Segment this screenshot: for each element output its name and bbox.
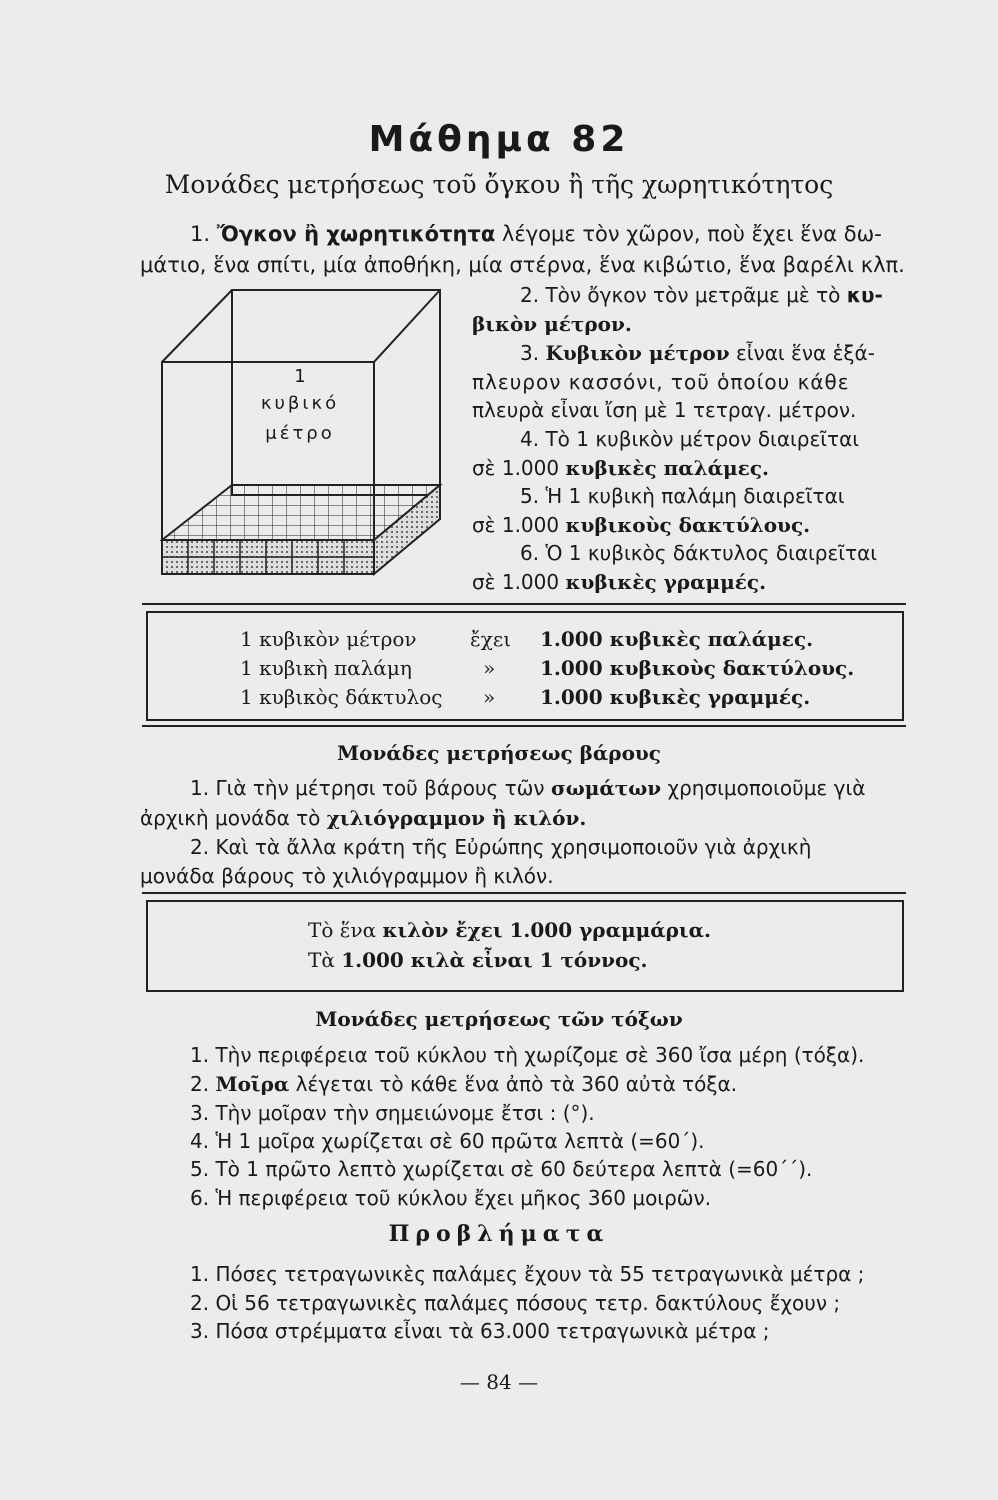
volume-table-row-1-verb: ἔχει [470, 627, 512, 651]
cube-label-word-1: κυβικό [260, 393, 340, 414]
arc-line-4: 4. Ἡ 1 μοῖρα χωρίζεται σὲ 60 πρῶτα λεπτὰ (=60΄). [190, 1129, 705, 1153]
weight-summary-box [146, 900, 904, 992]
volume-paragraph-3-line-3: πλευρὰ εἶναι ἴση μὲ 1 τετραγ. μέτρον. [472, 398, 857, 422]
term-volume: Ὄγκον ἢ χωρητικότητα [216, 222, 496, 246]
volume-paragraph-1-line-1: 1. Ὄγκον ἢ χωρητικότητα λέγομε τὸν χῶρον, ποὺ ἔχει ἕνα δω- [190, 222, 882, 246]
volume-table-row-1-unit: 1 κυβικὸν μέτρον [240, 627, 417, 651]
weight-paragraph-1-line-2: ἀρχικὴ μονάδα τὸ χιλιόγραμμον ἢ κιλόν. [140, 806, 587, 830]
problems-heading: Προβλήματα [388, 1221, 610, 1247]
volume-paragraph-1-line-2: μάτιο, ἕνα σπίτι, μία ἀποθήκη, μία στέρνα, ἕνα κιβώτιο, ἕνα βαρέλι κλπ. [140, 253, 905, 277]
weight-box-line-2: Τὰ 1.000 κιλὰ εἶναι 1 τόννος. [308, 948, 648, 972]
problem-1: 1. Πόσες τετραγωνικὲς παλάμες ἔχουν τὰ 55 τετραγωνικὰ μέτρα ; [190, 1262, 865, 1286]
volume-table-row-2-unit: 1 κυβικὴ παλάμη [240, 656, 412, 680]
volume-paragraph-2-line-1: 2. Τὸν ὄγκον τὸν μετρᾶμε μὲ τὸ κυ- [520, 283, 883, 307]
volume-paragraph-5-line-2: σὲ 1.000 κυβικοὺς δακτύλους. [472, 513, 811, 537]
arc-line-2: 2. Μοῖρα λέγεται τὸ κάθε ἕνα ἀπὸ τὰ 360 αὐτὰ τόξα. [190, 1072, 738, 1096]
lesson-title: Μάθημα 82 [368, 119, 630, 160]
volume-table-row-3-unit: 1 κυβικὸς δάκτυλος [240, 685, 443, 709]
volume-paragraph-5-line-1: 5. Ἡ 1 κυβικὴ παλάμη διαιρεῖται [520, 484, 845, 508]
cubic-meter-illustration [160, 285, 445, 585]
cube-label-word-2: μέτρο [265, 423, 335, 444]
page-number: — 84 — [459, 1370, 539, 1394]
lesson-subtitle: Μονάδες μετρήσεως τοῦ ὄγκου ἢ τῆς χωρητικότητος [164, 170, 834, 199]
weight-box-top-rule [142, 892, 906, 894]
volume-table-row-1-value: 1.000 κυβικὲς παλάμες. [540, 627, 814, 651]
problem-2: 2. Οἱ 56 τετραγωνικὲς παλάμες πόσους τετρ. δακτύλους ἔχουν ; [190, 1291, 841, 1315]
volume-table-row-2-value: 1.000 κυβικοὺς δακτύλους. [540, 656, 855, 680]
volume-paragraph-4-line-1: 4. Τὸ 1 κυβικὸν μέτρον διαιρεῖται [520, 427, 860, 451]
volume-paragraph-3-line-1: 3. Κυβικὸν μέτρον εἶναι ἕνα ἑξά- [520, 341, 875, 365]
arc-line-1: 1. Τὴν περιφέρεια τοῦ κύκλου τὴ χωρίζομε σὲ 360 ἴσα μέρη (τόξα). [190, 1043, 865, 1067]
weight-heading: Μονάδες μετρήσεως βάρους [337, 741, 661, 765]
cube-label-number: 1 [294, 366, 306, 387]
volume-table-row-3-value: 1.000 κυβικὲς γραμμές. [540, 685, 811, 709]
volume-table-bottom-rule [142, 725, 906, 727]
weight-paragraph-2-line-1: 2. Καὶ τὰ ἄλλα κράτη τῆς Εὐρώπης χρησιμοποιοῦν γιὰ ἀρχικὴ [190, 835, 812, 859]
arc-line-5: 5. Τὸ 1 πρῶτο λεπτὸ χωρίζεται σὲ 60 δεύτερα λεπτὰ (=60΄΄). [190, 1157, 813, 1181]
volume-paragraph-4-line-2: σὲ 1.000 κυβικὲς παλάμες. [472, 456, 769, 480]
arc-heading: Μονάδες μετρήσεως τῶν τόξων [315, 1007, 683, 1031]
problem-3: 3. Πόσα στρέμματα εἶναι τὰ 63.000 τετραγωνικὰ μέτρα ; [190, 1319, 770, 1343]
arc-line-6: 6. Ἡ περιφέρεια τοῦ κύκλου ἔχει μῆκος 360 μοιρῶν. [190, 1186, 712, 1210]
weight-paragraph-1-line-1: 1. Γιὰ τὴν μέτρησι τοῦ βάρους τῶν σωμάτων χρησιμοποιοῦμε γιὰ [190, 776, 866, 800]
weight-box-line-1: Τὸ ἕνα κιλὸν ἔχει 1.000 γραμμάρια. [308, 918, 711, 942]
volume-paragraph-3-line-2: πλευρον κασσόνι, τοῦ ὁποίου κάθε [472, 370, 850, 394]
volume-table-row-3-verb: » [483, 685, 496, 709]
volume-paragraph-2-line-2: βικὸν μέτρον. [472, 312, 632, 336]
volume-paragraph-6-line-1: 6. Ὁ 1 κυβικὸς δάκτυλος διαιρεῖται [520, 541, 878, 565]
volume-table-top-rule [142, 603, 906, 605]
arc-line-3: 3. Τὴν μοῖραν τὴν σημειώνομε ἔτσι : (°). [190, 1101, 595, 1125]
weight-paragraph-2-line-2: μονάδα βάρους τὸ χιλιόγραμμον ἢ κιλόν. [140, 864, 554, 888]
volume-table-row-2-verb: » [483, 656, 496, 680]
volume-paragraph-6-line-2: σὲ 1.000 κυβικὲς γραμμές. [472, 570, 767, 594]
